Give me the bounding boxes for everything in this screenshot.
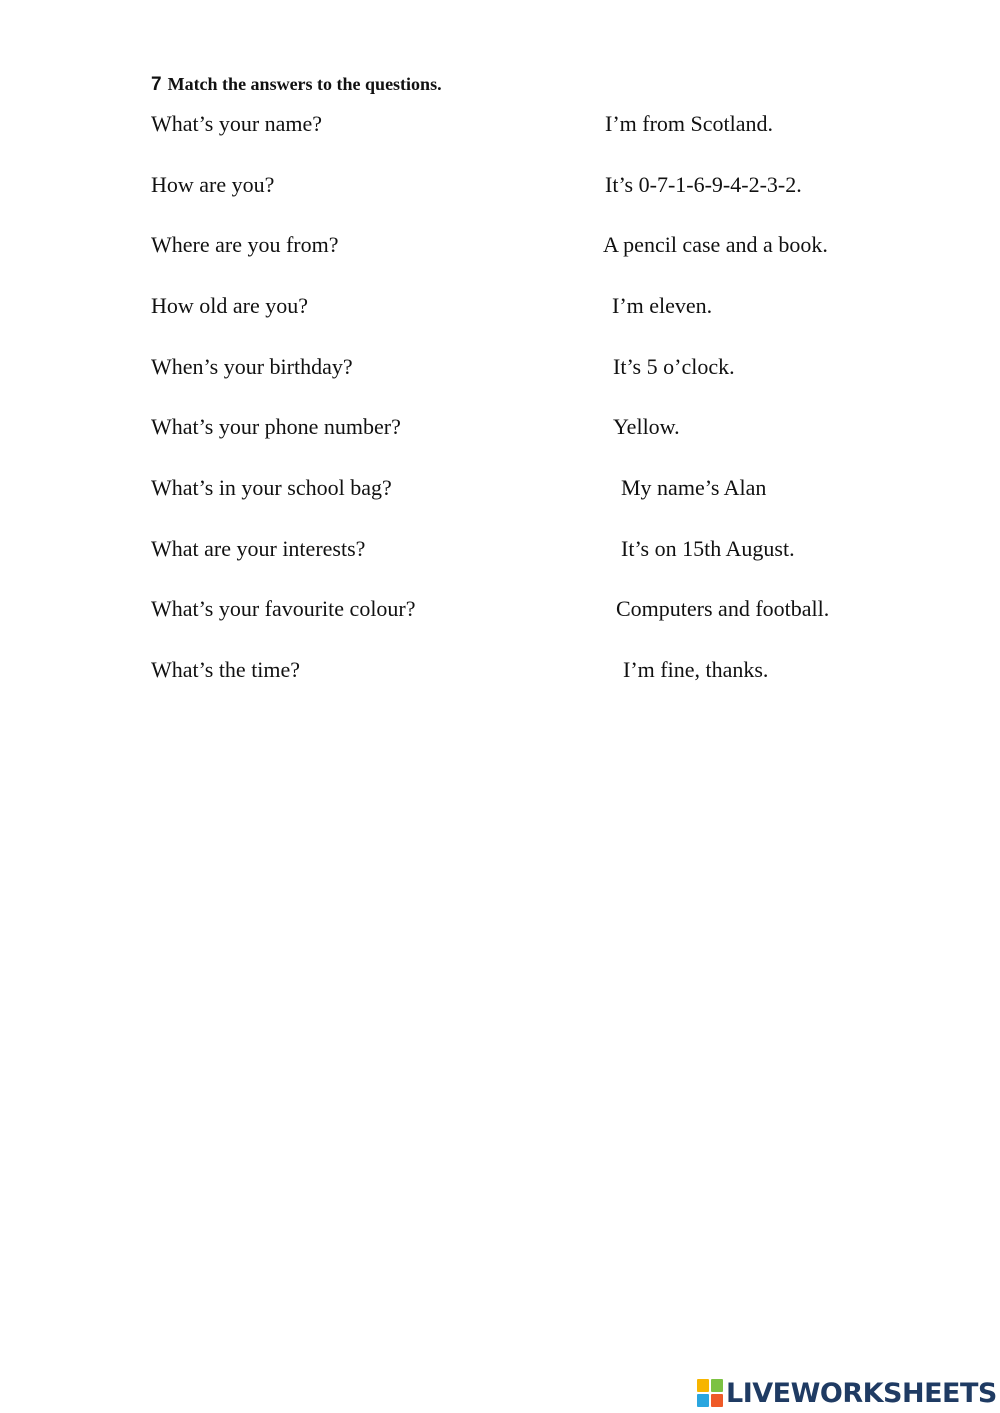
question-3: Where are you from?	[151, 232, 339, 257]
answer-2: It’s 0-7-1-6-9-4-2-3-2.	[605, 172, 802, 197]
liveworksheets-logo-icon	[697, 1379, 723, 1407]
question-7: What’s in your school bag?	[151, 475, 392, 500]
question-1: What’s your name?	[151, 111, 323, 136]
answer-5: It’s 5 o’clock.	[613, 354, 735, 379]
question-8: What are your interests?	[151, 536, 366, 561]
answer-3: A pencil case and a book.	[603, 232, 828, 257]
answer-9: Computers and football.	[616, 596, 830, 621]
exercise-number: 7	[151, 74, 162, 95]
watermark-text: LIVEWORKSHEETS	[726, 1377, 997, 1409]
answer-1: I’m from Scotland.	[605, 111, 774, 136]
question-5: When’s your birthday?	[151, 354, 353, 379]
answer-10: I’m fine, thanks.	[623, 657, 769, 682]
answer-7: My name’s Alan	[621, 475, 767, 500]
answer-4: I’m eleven.	[612, 293, 713, 318]
answer-8: It’s on 15th August.	[621, 536, 795, 561]
question-10: What’s the time?	[151, 657, 301, 682]
exercise-instruction: Match the answers to the questions.	[167, 74, 442, 94]
liveworksheets-watermark	[697, 1376, 997, 1410]
answer-6: Yellow.	[613, 414, 680, 439]
question-4: How old are you?	[151, 293, 309, 318]
question-2: How are you?	[151, 172, 275, 197]
question-6: What’s your phone number?	[151, 414, 401, 439]
question-9: What’s your favourite colour?	[151, 596, 416, 621]
exercise-heading	[151, 74, 442, 96]
